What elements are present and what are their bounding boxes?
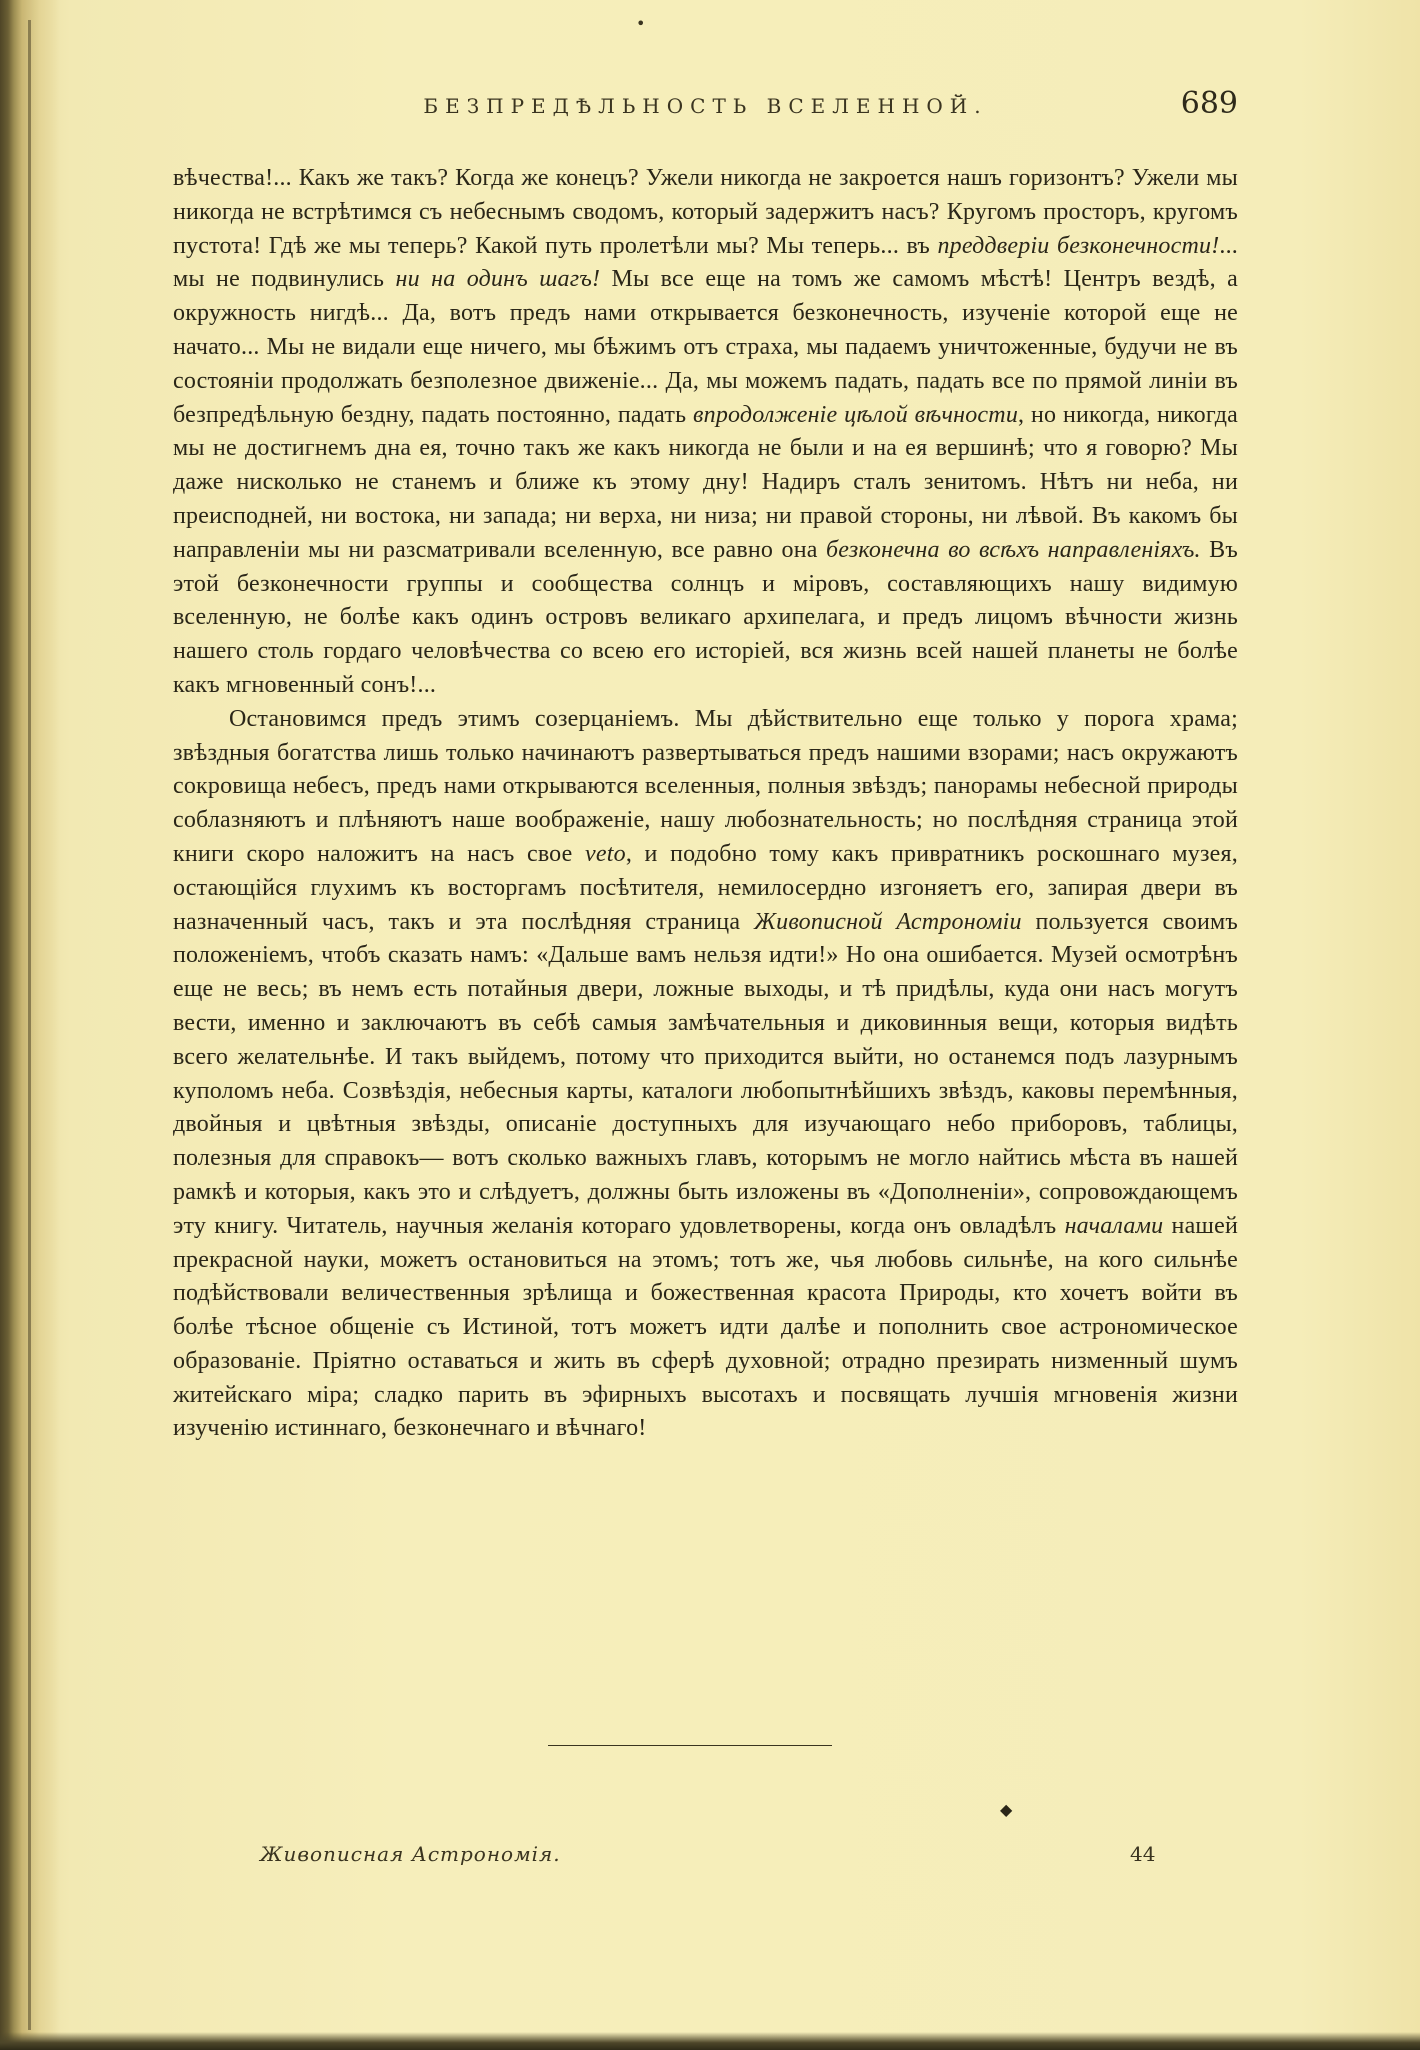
section-divider xyxy=(548,1745,832,1746)
text-run-p1-4: Мы все еще на томъ же самомъ мѣстѣ! Центръ вездѣ, а окружность нигдѣ... Да, вотъ предъ нами открывается безконечность, изученіе которой еще не начато... Мы не видали еще ничего, мы бѣжимъ отъ страха, мы падаемъ уничтоженные, будучи не въ состояніи продолжать безполезное движеніе... Да, мы можемъ падать, падать все по прямой линіи въ безпредѣльную бездну, падать постоянно, падать xyxy=(173,266,1238,428)
italic-run-p1-7: безконечна во всѣхъ направленіяхъ. xyxy=(826,536,1201,563)
text-run-p1-0: вѣчества!... Какъ же такъ? Когда же конецъ? Ужели никогда не закроется нашъ горизонтъ? Ужели мы никогда не встрѣтимся съ небеснымъ сводомъ, который задержитъ насъ? Кругомъ просторъ, кругомъ пустота! Гдѣ же мы теперь? Какой путь пролетѣли мы? Мы теперь... въ xyxy=(173,165,1238,259)
italic-run-p1-5: впродолженіе цѣлой вѣчности xyxy=(693,401,1019,428)
text-run-p1-6: , но никогда, никогда мы не достигнемъ дна ея, точно такъ же какъ никогда не были и на ея вершинѣ; что я говорю? Мы даже нисколько не станемъ и ближе къ этому дну! Надиръ сталъ зенитомъ. Нѣтъ ни неба, ни преисподней, ни востока, ни запада; ни верха, ни низа; ни правой стороны, ни лѣвой. Въ какомъ бы направленіи мы ни разсматривали вселенную, все равно она xyxy=(173,401,1238,563)
text-run-p2-4: пользуется своимъ положеніемъ, чтобъ сказать намъ: «Дальше вамъ нельзя идти!» Но она ошибается. Музей осмотрѣнъ еще не весь; въ немъ есть потайныя двери, ложные выходы, и тѣ придѣлы, куда они насъ могутъ вести, именно и заключаютъ въ себѣ самыя замѣчательныя и диковинныя вещи, которыя видѣть всего желательнѣе. И такъ выйдемъ, потому что приходится выйти, но останемся подъ лазурнымъ куполомъ неба. Созвѣздія, небесныя карты, каталоги любопытнѣйшихъ звѣздъ, каковы перемѣнныя, двойныя и цвѣтныя звѣзды, описаніе доступныхъ для изучающаго небо приборовъ, таблицы, полезныя для справокъ— вотъ сколько важныхъ главъ, которымъ не могло найтись мѣста въ нашей рамкѣ и которыя, какъ это и слѣдуетъ, должны быть изложены въ «Дополненіи», сопровождающемъ эту книгу. Читатель, научныя желанія котораго удовлетворены, когда онъ овладѣлъ xyxy=(173,908,1238,1239)
paragraph-2 xyxy=(173,703,1238,1447)
italic-run-p2-5: началами xyxy=(1064,1212,1164,1239)
body-text xyxy=(173,162,1238,1446)
text-run-p1-2: ... мы не подвинулись xyxy=(173,232,1239,293)
signature-mark: 44 xyxy=(1130,1842,1156,1866)
page-bottom-edge xyxy=(0,2032,1420,2050)
italic-run-p1-1: преддверіи безконечности! xyxy=(937,232,1220,259)
running-title: БЕЗПРЕДѢЛЬНОСТЬ ВСЕЛЕННОЙ. xyxy=(423,94,988,118)
italic-run-p1-3: ни на одинъ шагъ! xyxy=(395,266,601,293)
ornament-mark: ◆ xyxy=(1000,1800,1013,1819)
text-run-p2-6: нашей прекрасной науки, можетъ остановиться на этомъ; тотъ же, чья любовь сильнѣе, на кого сильнѣе подѣйствовали величественныя зрѣлища и божественная красота Природы, кто хочетъ войти въ болѣе тѣсное общеніе съ Истиной, тотъ можетъ идти далѣе и пополнить свое астрономическое образованіе. Пріятно оставаться и жить въ сферѣ духовной; отрадно презирать низменный шумъ житейскаго міра; сладко парить въ эфирныхъ высотахъ и посвящать лучшія мгновенія жизни изученію истиннаго, безконечнаго и вѣчнаго! xyxy=(173,1212,1238,1442)
footer-book-title: Живописная Астрономія. xyxy=(260,1842,561,1866)
paragraph-1 xyxy=(173,162,1238,703)
text-run-p1-8: Въ этой безконечности группы и сообщества солнцъ и міровъ, составляющихъ нашу видимую вселенную, не болѣе какъ одинъ островъ великаго архипелага, и предъ лицомъ вѣчности жизнь нашего столь гордаго человѣчества со всею его исторіей, вся жизнь всей нашей планеты не болѣе какъ мгновенный сонъ!... xyxy=(173,536,1238,698)
binding-line xyxy=(28,20,31,2030)
italic-run-p2-3: Живописной Астрономіи xyxy=(754,908,1022,935)
top-mark: • xyxy=(636,14,646,33)
page-header xyxy=(173,86,1238,130)
text-run-p2-2: , и подобно тому какъ привратникъ роскошнаго музея, остающійся глухимъ къ восторгамъ посѣтителя, немилосердно изгоняетъ его, запирая двери въ назначенный часъ, такъ и эта послѣдняя страница xyxy=(173,840,1238,935)
page-footer xyxy=(260,1842,1160,1872)
text-run-p2-0: Остановимся предъ этимъ созерцаніемъ. Мы дѣйствительно еще только у порога храма; звѣздныя богатства лишь только начинаютъ развертываться предъ нашими взорами; насъ окружаютъ сокровища небесъ, предъ нами открываются вселенныя, полныя звѣздъ; панорамы небесной природы соблазняютъ и плѣняютъ наше воображеніе, нашу любознательность; но послѣдняя страница этой книги скоро наложитъ на насъ свое xyxy=(173,705,1238,867)
page-number: 689 xyxy=(1180,86,1238,121)
italic-run-p2-1: veto xyxy=(585,840,626,867)
